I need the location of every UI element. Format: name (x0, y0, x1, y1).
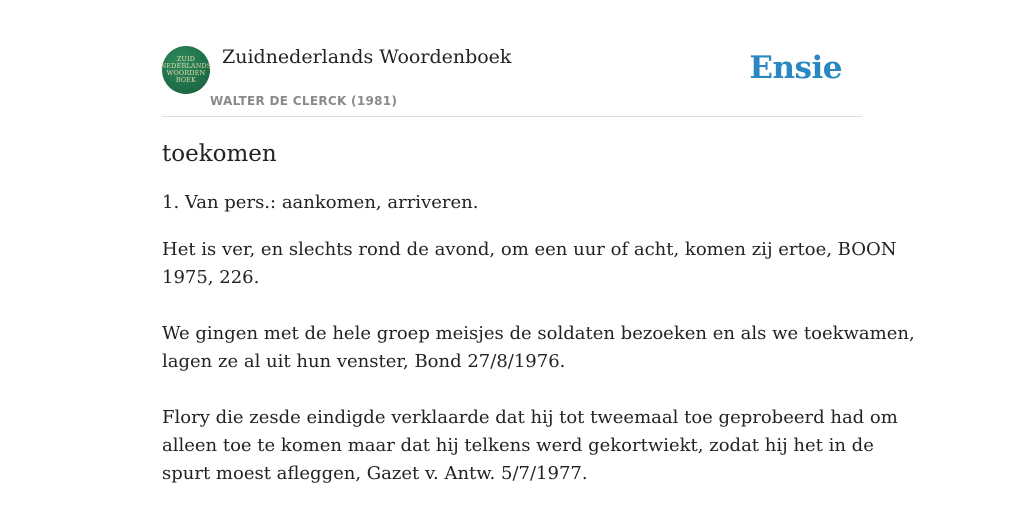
example-line: spurt moest afleggen, Gazet v. Antw. 5/7/1977. (162, 463, 588, 484)
example-line: Het is ver, en slechts rond de avond, om een uur of acht, komen zij ertoe, BOON (162, 239, 897, 260)
example-line: We gingen met de hele groep meisjes de soldaten bezoeken en als we toekwamen, (162, 323, 915, 344)
example-line: alleen toe te komen maar dat hij telkens werd gekortwiekt, zodat hij het in de (162, 435, 874, 456)
logo-line: NEDERLANDS (160, 62, 212, 70)
headword: toekomen (162, 141, 277, 167)
sense-definition: 1. Van pers.: aankomen, arriveren. (162, 192, 479, 213)
logo-line: ZUID (176, 55, 196, 63)
ensie-brand-logo[interactable]: Ensie (749, 50, 842, 86)
example-quote (162, 404, 898, 488)
example-line: Flory die zesde eindigde verklaarde dat hij tot tweemaal toe geprobeerd had om (162, 407, 898, 428)
logo-line: BOEK (175, 76, 197, 84)
dictionary-title-link[interactable]: Zuidnederlands Woordenboek (222, 46, 512, 68)
example-line: 1975, 226. (162, 267, 260, 288)
dictionary-logo[interactable] (162, 46, 210, 94)
example-quote (162, 236, 897, 292)
dictionary-header (162, 46, 862, 117)
example-line: lagen ze al uit hun venster, Bond 27/8/1976. (162, 351, 566, 372)
logo-line: WOORDEN (166, 69, 206, 77)
dictionary-author: WALTER DE CLERCK (1981) (210, 94, 398, 108)
page (160, 46, 915, 488)
example-quote (162, 320, 915, 376)
